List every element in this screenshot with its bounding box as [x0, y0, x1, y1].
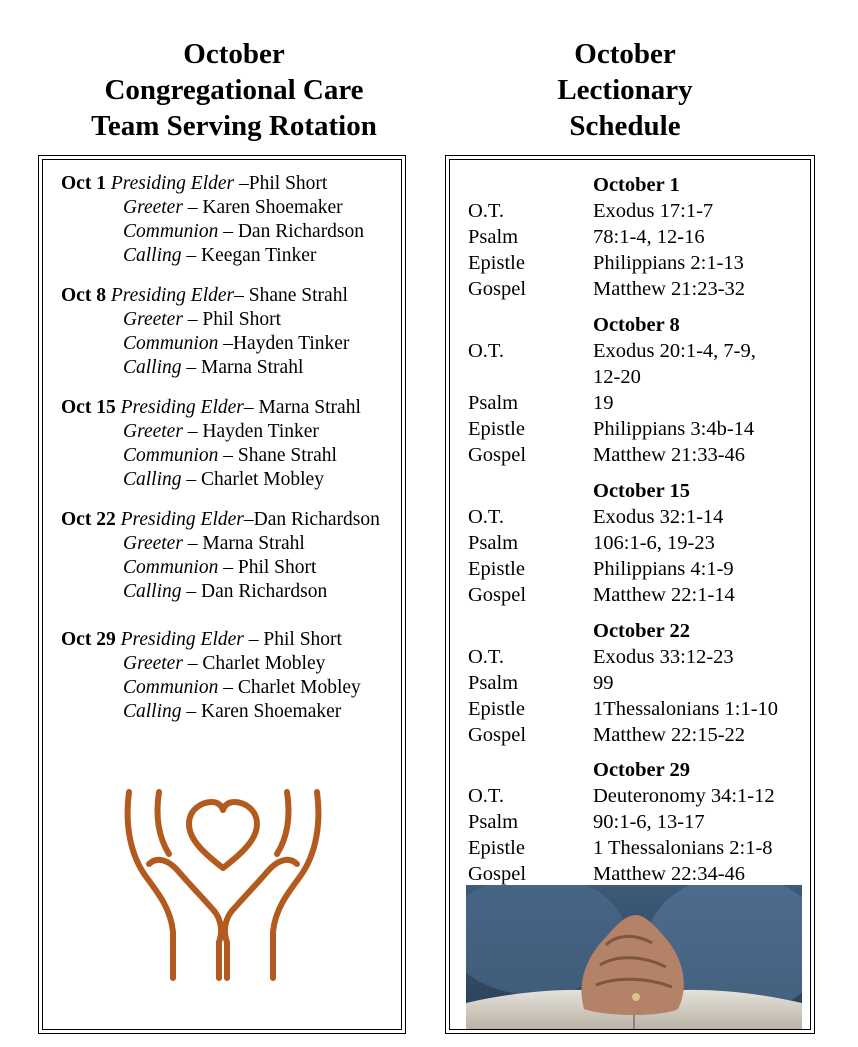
lectionary-date: October 8 [593, 314, 680, 336]
reading-row [468, 338, 808, 390]
presiding-elder-name: Dan Richardson [253, 509, 380, 530]
reading-label: Gospel [468, 278, 527, 300]
role-label: Presiding Elder [120, 629, 244, 650]
reading-ref: Matthew 22:15-22 [593, 724, 746, 746]
calling-name: – Charlet Mobley [181, 469, 324, 490]
reading-ref: Philippians 2:1-13 [593, 252, 744, 274]
reading-row [468, 250, 808, 276]
rotation-date: Oct 15 [61, 397, 116, 418]
reading-ref: Philippians 3:4b-14 [593, 418, 755, 440]
reading-row [468, 442, 808, 468]
praying-hands-photo [466, 885, 802, 1029]
lectionary-heading-line2: Lectionary [557, 74, 693, 106]
rotation-week: Oct 29 Presiding Elder – Phil Short Greeter – Charlet Mobley Communion – Charlet Mobley Calling – Karen Shoemaker [61, 629, 361, 722]
communion-name: – Phil Short [218, 557, 317, 578]
reading-ref: 1 Thessalonians 2:1-8 [593, 837, 773, 859]
reading-ref: 78:1-4, 12-16 [593, 226, 705, 248]
reading-row [468, 556, 808, 582]
presiding-elder-name: Shane Strahl [248, 285, 348, 306]
presiding-elder-name: Phil Short [248, 173, 328, 194]
reading-row [468, 644, 808, 670]
greeter-name: – Charlet Mobley [182, 653, 326, 674]
reading-ref: Matthew 21:23-32 [593, 278, 746, 300]
reading-row [468, 722, 808, 748]
reading-label: Gospel [468, 724, 527, 746]
rotation-week: Oct 22 Presiding Elder–Dan Richardson Greeter – Marna Strahl Communion – Phil Short Calling – Dan Richardson [61, 509, 380, 602]
reading-row [468, 276, 808, 302]
communion-name: – Charlet Mobley [218, 677, 361, 698]
reading-ref: 19 [593, 392, 614, 414]
reading-label: Epistle [468, 837, 525, 859]
lectionary-date: October 15 [593, 480, 690, 502]
reading-ref: 106:1-6, 19-23 [593, 532, 715, 554]
reading-ref: Matthew 22:1-14 [593, 584, 735, 606]
greeter-name: – Phil Short [182, 309, 281, 330]
lectionary-heading [440, 36, 810, 144]
rotation-date: Oct 8 [61, 285, 106, 306]
lectionary-box-inner [449, 159, 811, 1030]
reading-label: Psalm [468, 392, 519, 414]
reading-ref: Exodus 20:1-4, 7-9, 12-20 [593, 340, 756, 388]
reading-row [468, 809, 808, 835]
rotation-heading-line2: Congregational Care [104, 74, 364, 106]
rotation-box [38, 155, 406, 1034]
reading-ref: Matthew 21:33-46 [593, 444, 746, 466]
reading-row [468, 783, 808, 809]
reading-label: Epistle [468, 252, 525, 274]
reading-label: Epistle [468, 698, 525, 720]
reading-label: Epistle [468, 558, 525, 580]
rotation-date: Oct 1 [61, 173, 106, 194]
reading-row [468, 670, 808, 696]
reading-row [468, 390, 808, 416]
presiding-elder-name: Phil Short [263, 629, 342, 650]
reading-ref: 99 [593, 672, 614, 694]
greeter-name: – Marna Strahl [182, 533, 305, 554]
role-label: Presiding Elder [110, 285, 235, 306]
reading-label: Psalm [468, 811, 519, 833]
reading-ref: 90:1-6, 13-17 [593, 811, 705, 833]
rotation-week: Oct 8 Presiding Elder– Shane Strahl Greeter – Phil Short Communion –Hayden Tinker Calling – Marna Strahl [61, 285, 350, 378]
hands-heart-icon [123, 782, 323, 982]
reading-label: O.T. [468, 340, 505, 362]
reading-label: Gospel [468, 584, 527, 606]
reading-ref: Exodus 17:1-7 [593, 200, 714, 222]
role-label: Presiding Elder [120, 397, 244, 418]
reading-label: Gospel [468, 444, 527, 466]
reading-label: Psalm [468, 226, 519, 248]
communion-name: –Hayden Tinker [218, 333, 350, 354]
reading-row [468, 416, 808, 442]
rotation-box-inner [42, 159, 402, 1030]
lectionary-week [468, 757, 808, 887]
reading-label: O.T. [468, 646, 505, 668]
lectionary-week [468, 172, 808, 302]
calling-name: – Keegan Tinker [181, 245, 317, 266]
greeter-name: – Hayden Tinker [182, 421, 319, 442]
reading-label: Gospel [468, 863, 527, 885]
rotation-week: Oct 15 Presiding Elder– Marna Strahl Greeter – Hayden Tinker Communion – Shane Strahl Calling – Charlet Mobley [61, 397, 361, 490]
role-label: Presiding Elder [120, 509, 244, 530]
reading-row [468, 835, 808, 861]
reading-label: O.T. [468, 506, 505, 528]
lectionary-date: October 22 [593, 620, 690, 642]
lectionary-week [468, 312, 808, 468]
greeter-name: – Karen Shoemaker [182, 197, 343, 218]
lectionary-box [445, 155, 815, 1034]
lectionary-date: October 29 [593, 759, 690, 781]
reading-row [468, 861, 808, 887]
rotation-date: Oct 29 [61, 629, 116, 650]
reading-label: O.T. [468, 200, 505, 222]
reading-label: Psalm [468, 672, 519, 694]
reading-label: O.T. [468, 785, 505, 807]
reading-label: Epistle [468, 418, 525, 440]
reading-row [468, 504, 808, 530]
lectionary-heading-line3: Schedule [569, 110, 681, 142]
lectionary-week [468, 478, 808, 608]
calling-name: – Marna Strahl [181, 357, 304, 378]
lectionary-week [468, 618, 808, 748]
reading-row [468, 696, 808, 722]
presiding-elder-name: Marna Strahl [258, 397, 361, 418]
reading-ref: Deuteronomy 34:1-12 [593, 785, 775, 807]
reading-ref: Exodus 33:12-23 [593, 646, 734, 668]
lectionary-heading-line1: October [574, 38, 676, 70]
reading-row [468, 224, 808, 250]
reading-ref: 1Thessalonians 1:1-10 [593, 698, 779, 720]
communion-name: – Shane Strahl [218, 445, 337, 466]
calling-name: – Karen Shoemaker [181, 701, 342, 722]
reading-row [468, 530, 808, 556]
rotation-week: Oct 1 Presiding Elder –Phil Short Greeter – Karen Shoemaker Communion – Dan Richardson Calling – Keegan Tinker [61, 173, 365, 266]
calling-name: – Dan Richardson [181, 581, 328, 602]
rotation-heading-line1: October [183, 38, 285, 70]
reading-ref: Matthew 22:34-46 [593, 863, 746, 885]
reading-label: Psalm [468, 532, 519, 554]
reading-ref: Philippians 4:1-9 [593, 558, 734, 580]
lectionary-date: October 1 [593, 174, 680, 196]
reading-row [468, 582, 808, 608]
reading-row [468, 198, 808, 224]
rotation-heading [40, 36, 428, 144]
rotation-heading-line3: Team Serving Rotation [91, 110, 377, 142]
reading-ref: Exodus 32:1-14 [593, 506, 724, 528]
role-label: Presiding Elder [110, 173, 235, 194]
rotation-date: Oct 22 [61, 509, 116, 530]
communion-name: – Dan Richardson [218, 221, 365, 242]
